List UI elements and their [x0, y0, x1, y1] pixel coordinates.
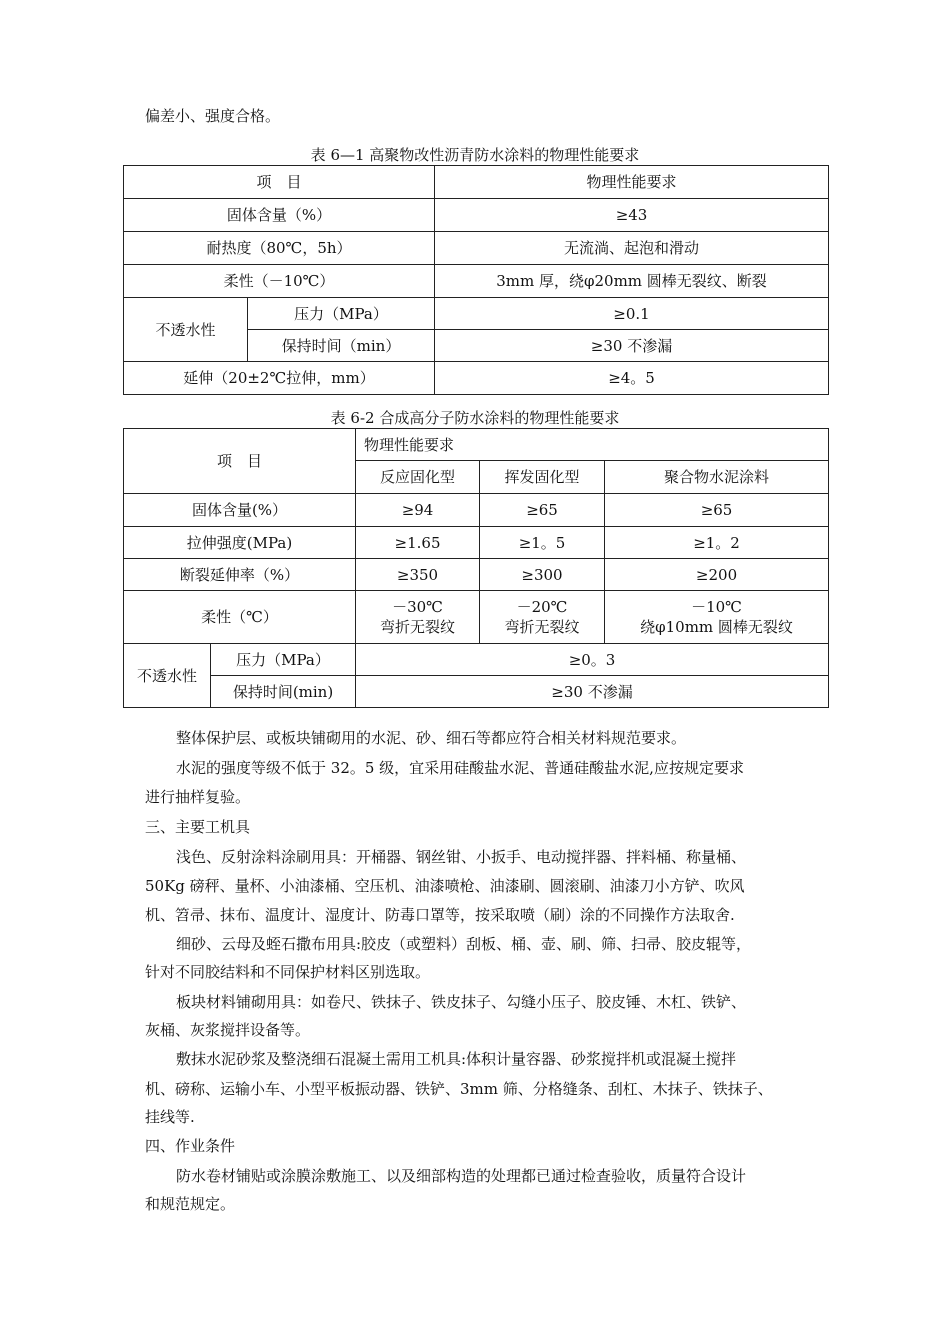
table2-flex-desc: 弯折无裂纹	[504, 618, 580, 636]
body-paragraph: 针对不同胶结料和不同保护材料区别选取。	[145, 963, 431, 981]
table2-type-reactive: 反应固化型	[356, 461, 480, 494]
table-row	[124, 362, 829, 395]
table2-impermeable-label: 不透水性	[124, 644, 211, 708]
table1-elongation-item: 延伸（20±2℃拉伸，mm）	[124, 362, 435, 395]
table2-cell-value: ≥300	[480, 559, 605, 591]
table-row	[124, 527, 829, 559]
body-paragraph: 敷抹水泥砂浆及整浇细石混凝土需用工机具:体积计量容器、砂浆搅拌机或混凝土搅拌	[176, 1050, 737, 1068]
table1-cell-value: 3mm 厚，绕φ20mm 圆棒无裂纹、断裂	[435, 265, 829, 298]
table1-header-row	[124, 166, 829, 199]
table1-time-label: 保持时间（min）	[248, 330, 435, 362]
table-row	[124, 644, 829, 676]
body-paragraph: 防水卷材铺贴或涂膜涂敷施工、以及细部构造的处理都已通过检查验收，质量符合设计	[176, 1167, 747, 1185]
table2-type-polymer-cement: 聚合物水泥涂料	[605, 461, 829, 494]
table-row	[124, 199, 829, 232]
body-paragraph: 挂线等.	[145, 1108, 195, 1126]
table2-time-label: 保持时间(min)	[211, 676, 356, 708]
body-paragraph: 机、笤帚、抹布、温度计、湿度计、防毒口罩等，按采取喷（刷）涂的不同操作方法取舍.	[145, 906, 735, 924]
table2-flex-cell	[356, 591, 480, 644]
table2-flex-temp: －30℃	[392, 598, 443, 616]
table-row	[124, 559, 829, 591]
body-paragraph: 进行抽样复验。	[145, 788, 251, 806]
table2-flex-cell	[480, 591, 605, 644]
table2-type-volatile: 挥发固化型	[480, 461, 605, 494]
table1-header-req: 物理性能要求	[435, 166, 829, 199]
table2-flex-item: 柔性（℃）	[124, 591, 356, 644]
table2-flex-temp: －20℃	[516, 598, 568, 616]
table1-impermeable-label: 不透水性	[124, 298, 248, 362]
table2-flex-cell	[605, 591, 829, 644]
table-row	[124, 298, 829, 330]
table-row	[124, 591, 829, 644]
table2-cell-value: ≥200	[605, 559, 829, 591]
table1-cell-item: 柔性（－10℃）	[124, 265, 435, 298]
body-paragraph: 细砂、云母及蛭石撒布用具:胶皮（或塑料）刮板、桶、壶、刷、筛、扫帚、胶皮辊等，	[176, 935, 752, 953]
table2-header-item: 项 目	[124, 429, 356, 494]
table-row	[124, 676, 829, 708]
body-paragraph: 50Kg 磅秤、量杯、小油漆桶、空压机、油漆喷枪、油漆刷、圆滚刷、油漆刀小方铲、吹风	[145, 877, 745, 895]
table2-cell-value: ≥1.65	[356, 527, 480, 559]
table2	[123, 428, 829, 708]
table2-flex-desc: 弯折无裂纹	[380, 618, 456, 636]
table2-pressure-label: 压力（MPa）	[211, 644, 356, 676]
section-heading: 三、主要工机具	[145, 818, 251, 836]
table2-flex-desc: 绕φ10mm 圆棒无裂纹	[640, 618, 793, 636]
table1-time-value: ≥30 不渗漏	[435, 330, 829, 362]
body-paragraph: 和规范规定。	[145, 1195, 236, 1213]
table1-cell-item: 固体含量（%）	[124, 199, 435, 232]
table1-cell-item: 耐热度（80℃，5h）	[124, 232, 435, 265]
table1-cell-value: 无流淌、起泡和滑动	[435, 232, 829, 265]
table2-header-req: 物理性能要求	[356, 429, 829, 461]
table-row	[124, 232, 829, 265]
table2-flex-temp: －10℃	[691, 598, 742, 616]
table1-elongation-value: ≥4。5	[435, 362, 829, 395]
table2-cell-value: ≥1。5	[480, 527, 605, 559]
body-paragraph: 水泥的强度等级不低于 32。5 级，宜采用硅酸盐水泥、普通硅酸盐水泥,应按规定要求	[176, 759, 744, 777]
table2-cell-item: 断裂延伸率（%）	[124, 559, 356, 591]
table1-caption: 表 6—1 高聚物改性沥青防水涂料的物理性能要求	[310, 146, 640, 164]
table-row	[124, 265, 829, 298]
table2-cell-value: ≥94	[356, 494, 480, 527]
body-paragraph: 浅色、反射涂料涂刷用具：开桶器、钢丝钳、小扳手、电动搅拌器、拌料桶、称量桶、	[176, 848, 747, 866]
table2-cell-value: ≥65	[480, 494, 605, 527]
table2-header-row	[124, 429, 829, 461]
section-heading: 四、作业条件	[145, 1137, 236, 1155]
table2-caption: 表 6-2 合成高分子防水涂料的物理性能要求	[330, 409, 620, 427]
body-paragraph: 板块材料铺砌用具：如卷尺、铁抹子、铁皮抹子、勾缝小压子、胶皮锤、木杠、铁铲、	[176, 993, 747, 1011]
table2-time-value: ≥30 不渗漏	[356, 676, 829, 708]
body-paragraph: 灰桶、灰浆搅拌设备等。	[145, 1021, 311, 1039]
table2-cell-value: ≥350	[356, 559, 480, 591]
table2-cell-value: ≥1。2	[605, 527, 829, 559]
table2-pressure-value: ≥0。3	[356, 644, 829, 676]
table2-cell-item: 固体含量(%）	[124, 494, 356, 527]
table-row	[124, 494, 829, 527]
table1-pressure-label: 压力（MPa）	[248, 298, 435, 330]
table1-header-item: 项 目	[124, 166, 435, 199]
table1-pressure-value: ≥0.1	[435, 298, 829, 330]
body-paragraph: 整体保护层、或板块铺砌用的水泥、砂、细石等都应符合相关材料规范要求。	[176, 729, 687, 747]
intro-text: 偏差小、强度合格。	[145, 107, 281, 125]
table2-cell-value: ≥65	[605, 494, 829, 527]
body-paragraph: 机、磅称、运输小车、小型平板振动器、铁铲、3mm 筛、分格缝条、刮杠、木抹子、铁抹子、	[145, 1080, 773, 1098]
table1	[123, 165, 829, 395]
table2-cell-item: 拉伸强度(MPa)	[124, 527, 356, 559]
table1-cell-value: ≥43	[435, 199, 829, 232]
